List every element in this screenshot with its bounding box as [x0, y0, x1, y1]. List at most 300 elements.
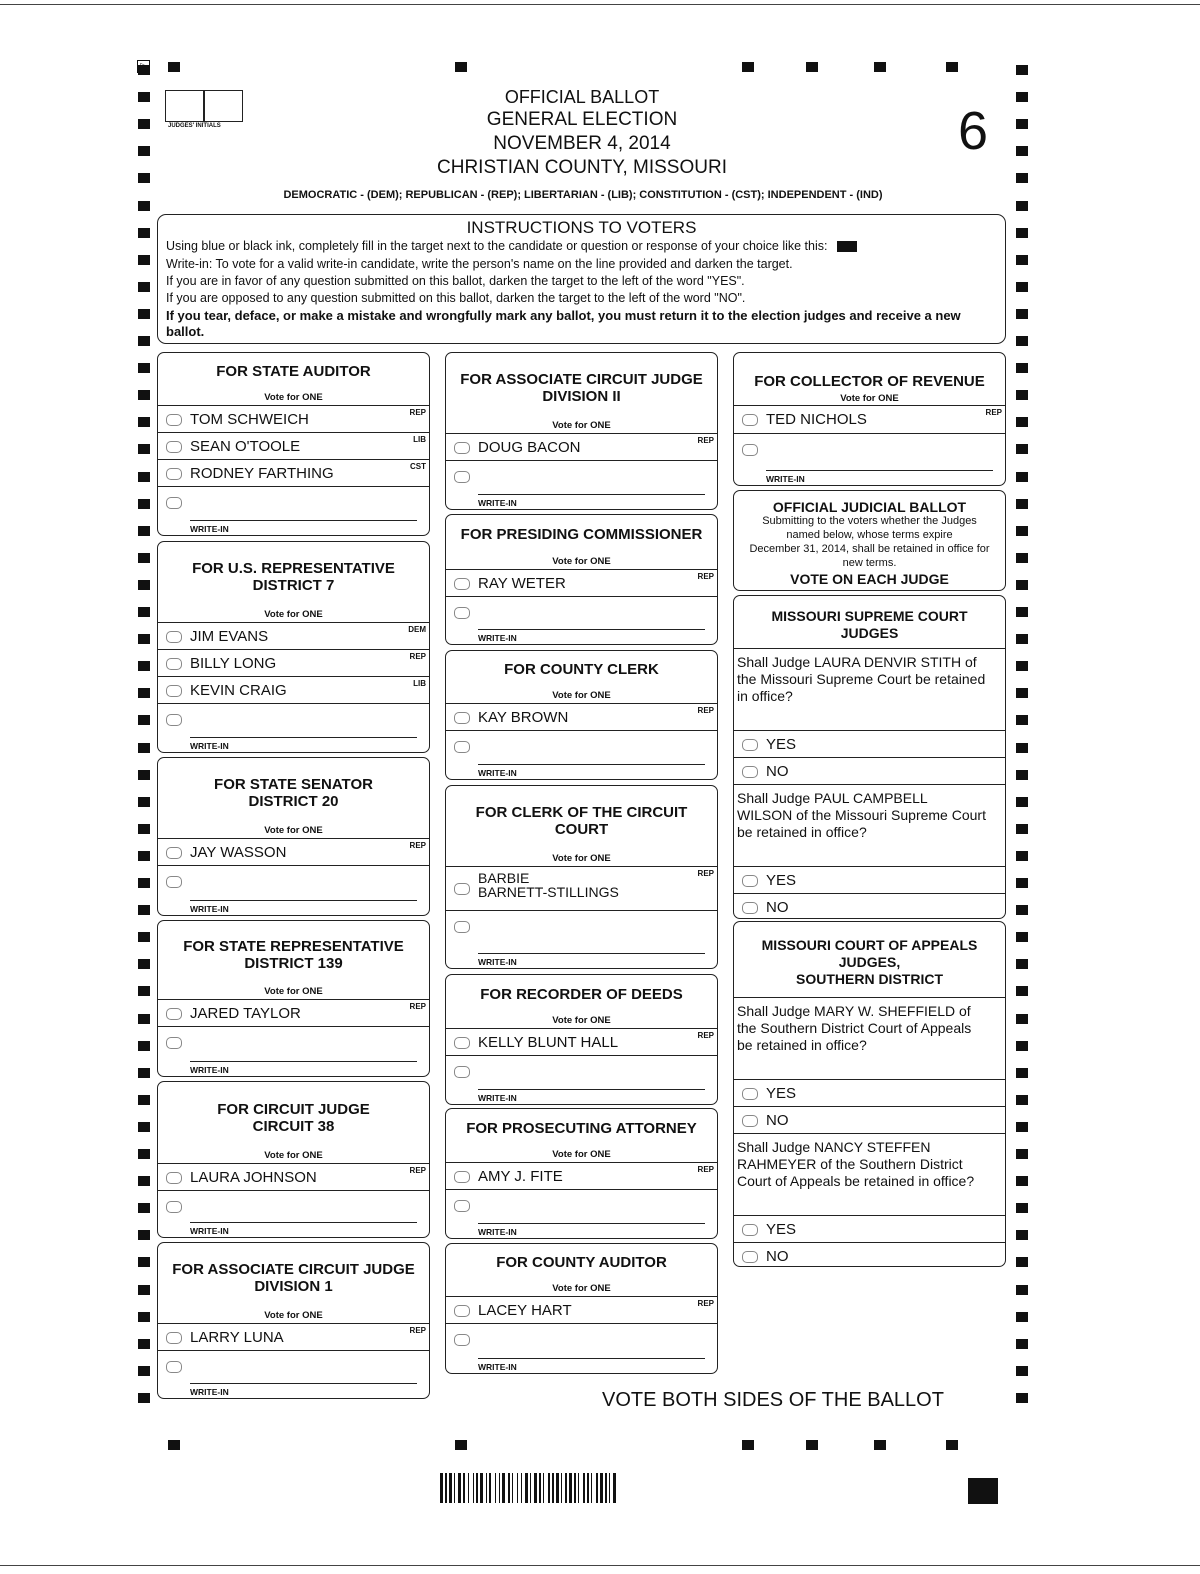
timing-mark [1016, 499, 1028, 509]
timing-mark [138, 201, 150, 211]
timing-mark [138, 986, 150, 996]
timing-mark [1016, 1230, 1028, 1240]
timing-mark [1016, 1122, 1028, 1132]
candidate-row[interactable] [158, 838, 429, 865]
write-in-target[interactable] [166, 1201, 182, 1213]
timing-mark [138, 390, 150, 400]
timing-mark [138, 553, 150, 563]
barcode-bar [561, 1473, 562, 1503]
contest-subtitle: DISTRICT 139 [244, 955, 343, 972]
timing-mark [742, 1440, 754, 1450]
candidate-row[interactable] [446, 433, 717, 460]
timing-mark [1016, 255, 1028, 265]
party-label: REP [409, 1166, 426, 1175]
instructions-title: INSTRUCTIONS TO VOTERS [466, 218, 697, 237]
write-in-label: WRITE-IN [190, 741, 229, 751]
candidate-row[interactable] [446, 1296, 717, 1323]
contest-subtitle: DIVISION II [542, 388, 621, 405]
write-in-line [190, 737, 417, 738]
write-in-row[interactable] [734, 433, 1005, 485]
vote-target[interactable] [454, 1171, 470, 1183]
vote-target[interactable] [742, 414, 758, 426]
timing-mark [138, 1014, 150, 1024]
timing-mark [1016, 65, 1028, 75]
vote-target[interactable] [742, 1115, 758, 1127]
judicial-description: December 31, 2014, shall be retained in office for [749, 543, 990, 555]
retention-question [734, 997, 1005, 1079]
timing-mark [138, 499, 150, 509]
timing-mark [806, 1440, 818, 1450]
candidate-row[interactable] [446, 866, 717, 910]
candidate-name: LAURA JOHNSON [190, 1169, 317, 1186]
vote-both-sides-notice: VOTE BOTH SIDES OF THE BALLOT [602, 1389, 944, 1411]
write-in-row[interactable] [158, 1190, 429, 1237]
write-in-row[interactable] [158, 486, 429, 535]
vote-target[interactable] [454, 883, 470, 895]
write-in-line [478, 1358, 705, 1359]
yes-row[interactable] [734, 866, 1005, 893]
barcode-bar [508, 1473, 510, 1503]
write-in-target[interactable] [454, 607, 470, 619]
vote-for-one-label: Vote for ONE [552, 420, 611, 431]
timing-mark [1016, 1041, 1028, 1051]
write-in-target[interactable] [166, 1037, 182, 1049]
timing-mark [1016, 526, 1028, 536]
timing-mark [1016, 444, 1028, 454]
write-in-line [190, 1061, 417, 1062]
barcode-bar [486, 1473, 487, 1503]
vote-target[interactable] [742, 1088, 758, 1100]
barcode-bar [530, 1473, 531, 1503]
judges-initials-label: JUDGES' INITIALS [168, 123, 221, 129]
timing-mark [1016, 770, 1028, 780]
write-in-row[interactable] [158, 865, 429, 915]
vote-for-one-label: Vote for ONE [552, 556, 611, 567]
contest-box [157, 541, 430, 753]
write-in-line [478, 1089, 705, 1090]
vote-on-each-judge: VOTE ON EACH JUDGE [790, 571, 949, 587]
contest-box [445, 1108, 718, 1239]
yes-label: YES [766, 872, 797, 889]
write-in-line [190, 1222, 417, 1223]
contest-box [157, 920, 430, 1077]
timing-mark [138, 1230, 150, 1240]
judicial-title: OFFICIAL JUDICIAL BALLOT [772, 499, 967, 515]
barcode-bar [512, 1473, 513, 1503]
candidate-name: RODNEY FARTHING [190, 465, 334, 482]
vote-for-one-label: Vote for ONE [552, 1283, 611, 1294]
vote-target[interactable] [742, 766, 758, 778]
instructions-line-1 [166, 239, 857, 253]
timing-mark [138, 1366, 150, 1376]
no-label: NO [766, 1112, 789, 1129]
write-in-target[interactable] [454, 921, 470, 933]
instructions-line-3: If you are in favor of any question submitted on this ballot, darken the target to the left of the word "YES". [166, 274, 745, 288]
section-title: MISSOURI COURT OF APPEALS [761, 937, 978, 953]
write-in-target[interactable] [454, 1334, 470, 1346]
vote-for-one-label: Vote for ONE [264, 392, 323, 403]
question-text: Shall Judge NANCY STEFFEN [737, 1139, 931, 1155]
party-label: REP [697, 1165, 714, 1174]
candidate-row[interactable] [158, 432, 429, 459]
timing-mark [1016, 1014, 1028, 1024]
write-in-row[interactable] [446, 596, 717, 644]
vote-target[interactable] [166, 1172, 182, 1184]
contest-title: FOR STATE SENATOR [214, 776, 373, 793]
judicial-description: named below, whose terms expire [786, 529, 953, 541]
candidate-row[interactable] [446, 1162, 717, 1189]
contest-box [445, 650, 718, 780]
vote-target[interactable] [454, 712, 470, 724]
timing-mark [168, 1440, 180, 1450]
party-label: REP [409, 841, 426, 850]
barcode-bar [539, 1473, 541, 1503]
timing-mark [138, 1339, 150, 1349]
candidate-row[interactable] [158, 459, 429, 486]
timing-mark [455, 62, 467, 72]
no-label: NO [766, 763, 789, 780]
vote-target[interactable] [742, 1224, 758, 1236]
barcode-bar [587, 1473, 589, 1503]
write-in-label: WRITE-IN [190, 1065, 229, 1075]
timing-mark [138, 1122, 150, 1132]
timing-mark [1016, 1285, 1028, 1295]
yes-label: YES [766, 1085, 797, 1102]
write-in-label: WRITE-IN [766, 474, 805, 484]
vote-for-one-label: Vote for ONE [264, 986, 323, 997]
vote-target[interactable] [166, 441, 182, 453]
write-in-target[interactable] [166, 497, 182, 509]
question-text: WILSON of the Missouri Supreme Court [737, 807, 986, 823]
no-row[interactable] [734, 1242, 1005, 1267]
timing-mark [1016, 824, 1028, 834]
no-row[interactable] [734, 893, 1005, 919]
election-date: NOVEMBER 4, 2014 [493, 133, 671, 154]
party-legend: DEMOCRATIC - (DEM); REPUBLICAN - (REP); LIBERTARIAN - (LIB); CONSTITUTION - (CST); INDEPENDENT - (IND) [283, 189, 883, 201]
timing-mark [1016, 472, 1028, 482]
question-text: be retained in office? [737, 824, 867, 840]
barcode-bar [605, 1473, 607, 1503]
timing-mark [138, 1068, 150, 1078]
write-in-target[interactable] [166, 1361, 182, 1373]
vote-target[interactable] [166, 685, 182, 697]
write-in-row[interactable] [446, 1323, 717, 1373]
write-in-row[interactable] [446, 730, 717, 779]
no-row[interactable] [734, 757, 1005, 784]
vote-target[interactable] [166, 1008, 182, 1020]
section-subtitle: JUDGES, [838, 954, 901, 970]
party-label: REP [697, 572, 714, 581]
contest-subtitle: DISTRICT 20 [248, 793, 339, 810]
timing-mark [1016, 1339, 1028, 1349]
vote-target[interactable] [742, 739, 758, 751]
timing-mark [1016, 1203, 1028, 1213]
write-in-label: WRITE-IN [478, 768, 517, 778]
timing-mark [138, 255, 150, 265]
timing-mark [138, 1095, 150, 1105]
write-in-label: WRITE-IN [478, 1362, 517, 1372]
write-in-label: WRITE-IN [478, 1093, 517, 1103]
timing-mark [1016, 1149, 1028, 1159]
timing-mark [138, 444, 150, 454]
party-label: REP [409, 652, 426, 661]
candidate-name: BARBIE [478, 870, 530, 886]
candidate-name: TOM SCHWEICH [190, 411, 309, 428]
vote-target[interactable] [454, 1305, 470, 1317]
timing-mark [1016, 743, 1028, 753]
timing-mark [806, 62, 818, 72]
party-label: REP [409, 1002, 426, 1011]
instructions-box [157, 214, 1006, 344]
vote-target[interactable] [742, 875, 758, 887]
vote-target[interactable] [454, 442, 470, 454]
barcode-bar [583, 1473, 585, 1503]
contest-box [445, 1243, 718, 1374]
timing-mark [1016, 1393, 1028, 1403]
candidate-row[interactable] [446, 1028, 717, 1055]
write-in-label: WRITE-IN [190, 1387, 229, 1397]
timing-mark [1016, 417, 1028, 427]
vote-for-one-label: Vote for ONE [552, 1015, 611, 1026]
timing-mark [1016, 986, 1028, 996]
write-in-target[interactable] [166, 876, 182, 888]
section-subtitle-2: SOUTHERN DISTRICT [796, 971, 943, 987]
supreme-court-box [733, 595, 1006, 919]
instructions-text-1: Using blue or black ink, completely fill in the target next to the candidate or question or response of your choice like this: [166, 239, 828, 253]
timing-mark [1016, 688, 1028, 698]
barcode-bar [591, 1473, 592, 1503]
timing-mark [1016, 390, 1028, 400]
vote-target[interactable] [454, 578, 470, 590]
timing-mark [1016, 580, 1028, 590]
timing-mark [1016, 797, 1028, 807]
vote-for-one-label: Vote for ONE [552, 1149, 611, 1160]
write-in-row[interactable] [158, 1350, 429, 1398]
vote-target[interactable] [166, 631, 182, 643]
timing-mark [138, 417, 150, 427]
vote-target[interactable] [742, 1251, 758, 1263]
instructions-line-5: If you tear, deface, or make a mistake and wrongfully mark any ballot, you must return it to the election judges and receive a new ballot. [166, 308, 961, 339]
candidate-row[interactable] [158, 649, 429, 676]
write-in-row[interactable] [446, 1189, 717, 1238]
timing-mark [1016, 201, 1028, 211]
timing-mark [138, 932, 150, 942]
timing-mark [1016, 553, 1028, 563]
no-label: NO [766, 899, 789, 916]
vote-target[interactable] [742, 902, 758, 914]
timing-mark [138, 715, 150, 725]
vote-for-one-label: Vote for ONE [264, 1150, 323, 1161]
barcode-bar [463, 1473, 465, 1503]
contest-box [157, 352, 430, 536]
timing-mark [138, 1041, 150, 1051]
vote-target[interactable] [166, 414, 182, 426]
timing-mark [168, 62, 180, 72]
timing-mark [1016, 1176, 1028, 1186]
contest-box [445, 352, 718, 510]
timing-mark [138, 878, 150, 888]
contest-subtitle: DIVISION 1 [254, 1278, 333, 1295]
contest-title: FOR STATE REPRESENTATIVE [183, 938, 404, 955]
barcode-bar [502, 1473, 505, 1503]
write-in-line [478, 953, 705, 954]
contest-subtitle: CIRCUIT 38 [252, 1117, 335, 1135]
timing-mark [138, 1285, 150, 1295]
question-text: Shall Judge PAUL CAMPBELL [737, 790, 928, 806]
candidate-row[interactable] [158, 1163, 429, 1190]
barcode-bar [449, 1473, 452, 1503]
candidate-name: AMY J. FITE [478, 1168, 563, 1185]
judicial-description: new terms. [842, 557, 897, 569]
contest-box [445, 974, 718, 1105]
question-text: in office? [737, 688, 793, 704]
timing-mark [1016, 309, 1028, 319]
question-text: Court of Appeals be retained in office? [737, 1173, 975, 1189]
instructions-line-4: If you are opposed to any question submitted on this ballot, darken the target to the left of the word "NO". [166, 291, 746, 305]
write-in-target[interactable] [454, 471, 470, 483]
question-text: the Southern District Court of Appeals [737, 1020, 972, 1036]
party-label: REP [697, 1299, 714, 1308]
timing-mark [138, 228, 150, 238]
timing-mark [946, 1440, 958, 1450]
retention-question [734, 784, 1005, 866]
no-label: NO [766, 1248, 789, 1265]
barcode-bar [440, 1473, 443, 1503]
write-in-label: WRITE-IN [190, 524, 229, 534]
timing-mark [1016, 1068, 1028, 1078]
timing-mark [138, 824, 150, 834]
candidate-name: RAY WETER [478, 575, 566, 592]
contest-subtitle: COURT [554, 821, 609, 838]
timing-mark [138, 363, 150, 373]
yes-row[interactable] [734, 1079, 1005, 1106]
candidate-name: JIM EVANS [190, 628, 269, 645]
contest-title: FOR ASSOCIATE CIRCUIT JUDGE [460, 371, 703, 388]
timing-mark [1016, 363, 1028, 373]
write-in-target[interactable] [166, 714, 182, 726]
write-in-row[interactable] [158, 703, 429, 752]
timing-mark [455, 1440, 467, 1450]
timing-mark [1016, 634, 1028, 644]
write-in-row[interactable] [158, 1026, 429, 1076]
timing-mark [138, 688, 150, 698]
contest-box [157, 757, 430, 916]
contest-title: FOR COUNTY AUDITOR [496, 1254, 667, 1271]
candidate-row[interactable] [734, 405, 1005, 433]
vote-target[interactable] [454, 1037, 470, 1049]
timing-mark [874, 1440, 886, 1450]
no-row[interactable] [734, 1106, 1005, 1133]
write-in-label: WRITE-IN [478, 498, 517, 508]
candidate-row[interactable] [158, 405, 429, 432]
timing-mark [874, 62, 886, 72]
barcode-bar [499, 1473, 500, 1503]
party-label: REP [697, 1031, 714, 1040]
yes-row[interactable] [734, 1215, 1005, 1242]
candidate-name: KAY BROWN [478, 709, 569, 726]
barcode-bar [552, 1473, 554, 1503]
vote-target[interactable] [166, 847, 182, 859]
question-text: be retained in office? [737, 1037, 867, 1053]
contest-box [733, 352, 1006, 486]
orientation-icon: ▷ [137, 60, 150, 73]
write-in-line [478, 764, 705, 765]
timing-mark [1016, 607, 1028, 617]
vote-for-one-label: Vote for ONE [840, 393, 899, 404]
barcode-bar [468, 1473, 469, 1503]
top-rule [0, 4, 1200, 5]
timing-mark [138, 661, 150, 671]
write-in-label: WRITE-IN [190, 904, 229, 914]
write-in-row[interactable] [446, 460, 717, 509]
party-label: LIB [413, 435, 426, 444]
candidate-name: TED NICHOLS [766, 411, 867, 428]
barcode-bar [569, 1473, 572, 1503]
instructions-line-2: Write-in: To vote for a valid write-in candidate, write the person's name on the line provided and darken the target. [166, 257, 793, 271]
contest-title: FOR CIRCUIT JUDGE [217, 1100, 370, 1118]
question-text: Shall Judge LAURA DENVIR STITH of [737, 654, 977, 670]
candidate-row[interactable] [158, 999, 429, 1026]
write-in-row[interactable] [446, 910, 717, 968]
write-in-label: WRITE-IN [478, 1227, 517, 1237]
yes-row[interactable] [734, 730, 1005, 757]
timing-mark [1016, 336, 1028, 346]
barcode-bar [609, 1473, 610, 1503]
barcode-bar [534, 1473, 537, 1503]
barcode-bar [565, 1473, 567, 1503]
timing-mark [1016, 905, 1028, 915]
timing-mark [1016, 851, 1028, 861]
judicial-description: Submitting to the voters whether the Judges [762, 515, 977, 527]
candidate-row[interactable] [158, 1323, 429, 1350]
contest-title: FOR PRESIDING COMMISSIONER [460, 526, 703, 543]
bottom-rule [0, 1565, 1200, 1566]
write-in-target[interactable] [742, 444, 758, 456]
timing-mark [138, 959, 150, 969]
barcode-bar [480, 1473, 483, 1503]
timing-mark [138, 1312, 150, 1322]
yes-label: YES [766, 1221, 797, 1238]
contest-title: FOR COLLECTOR OF REVENUE [754, 373, 985, 390]
timing-mark [1016, 1366, 1028, 1376]
candidate-name: SEAN O'TOOLE [190, 438, 301, 455]
candidate-row[interactable] [446, 569, 717, 596]
county-name: CHRISTIAN COUNTY, MISSOURI [437, 157, 727, 178]
write-in-row[interactable] [446, 1055, 717, 1104]
question-text: the Missouri Supreme Court be retained [737, 671, 986, 687]
timing-mark [1016, 932, 1028, 942]
write-in-target[interactable] [454, 741, 470, 753]
vote-for-one-label: Vote for ONE [264, 825, 323, 836]
candidate-row[interactable] [158, 622, 429, 649]
contest-subtitle: DISTRICT 7 [252, 577, 335, 594]
candidate-row[interactable] [158, 676, 429, 703]
vote-target[interactable] [166, 1332, 182, 1344]
judicial-ballot-box [733, 490, 1006, 591]
write-in-label: WRITE-IN [190, 1226, 229, 1236]
barcode-bar [476, 1473, 478, 1503]
candidate-row[interactable] [446, 703, 717, 730]
barcode [440, 1473, 840, 1503]
write-in-line [190, 1383, 417, 1384]
barcode-bar [525, 1473, 528, 1503]
vote-target[interactable] [166, 658, 182, 670]
barcode-bar [517, 1473, 518, 1503]
candidate-name: LARRY LUNA [190, 1329, 284, 1346]
vote-target[interactable] [166, 468, 182, 480]
write-in-target[interactable] [454, 1200, 470, 1212]
write-in-target[interactable] [454, 1066, 470, 1078]
